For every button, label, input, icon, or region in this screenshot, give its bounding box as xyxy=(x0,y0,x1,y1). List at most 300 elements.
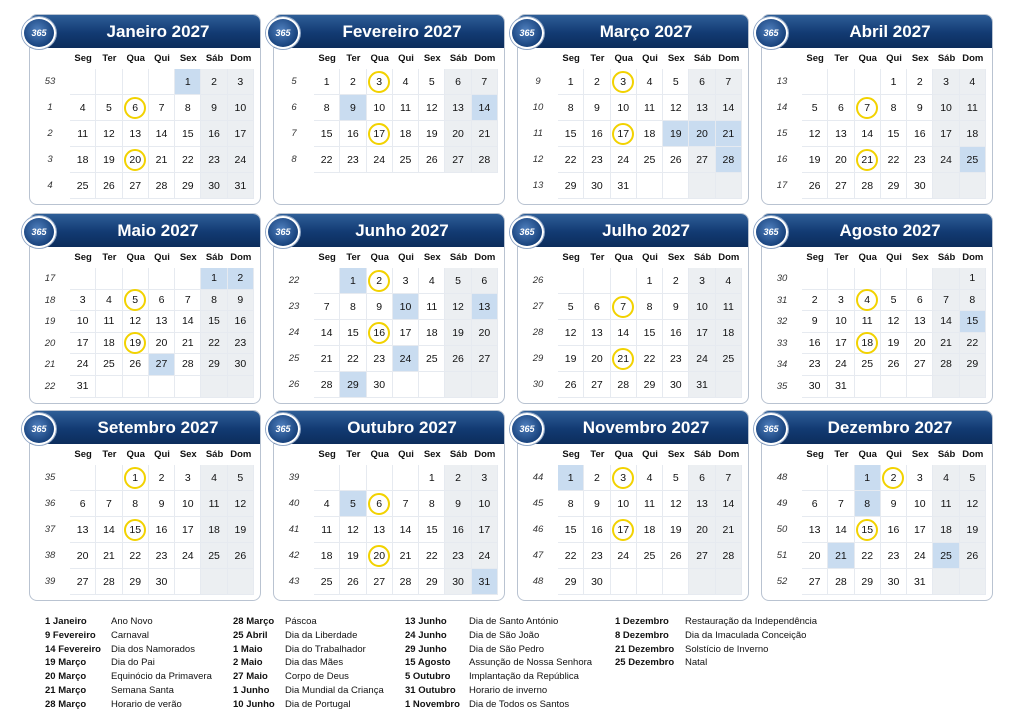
day-cell[interactable]: 21 xyxy=(472,121,498,147)
day-cell[interactable]: 29 xyxy=(637,372,663,398)
day-cell[interactable]: 30 xyxy=(802,376,828,398)
day-cell[interactable]: 26 xyxy=(802,173,828,199)
day-cell[interactable]: 1 xyxy=(201,268,227,290)
day-cell[interactable]: 4 xyxy=(960,69,986,95)
day-cell[interactable]: 6 xyxy=(828,95,854,121)
day-cell[interactable]: 4 xyxy=(716,268,742,294)
day-cell[interactable]: 1 xyxy=(558,69,584,95)
day-cell[interactable]: 2 xyxy=(201,69,227,95)
day-cell[interactable]: 21 xyxy=(933,333,959,355)
day-cell[interactable]: 15 xyxy=(637,320,663,346)
day-cell[interactable]: 17 xyxy=(689,320,715,346)
day-cell[interactable]: 19 xyxy=(123,333,149,355)
day-cell[interactable]: 13 xyxy=(802,517,828,543)
day-cell[interactable]: 30 xyxy=(907,173,933,199)
day-cell[interactable]: 27 xyxy=(367,569,393,595)
day-cell[interactable]: 17 xyxy=(70,333,96,355)
day-cell[interactable]: 19 xyxy=(802,147,828,173)
day-cell[interactable]: 8 xyxy=(881,95,907,121)
day-cell[interactable]: 24 xyxy=(472,543,498,569)
day-cell[interactable]: 1 xyxy=(123,465,149,491)
day-cell[interactable]: 29 xyxy=(340,372,366,398)
day-cell[interactable]: 16 xyxy=(881,517,907,543)
day-cell[interactable]: 18 xyxy=(201,517,227,543)
day-cell[interactable]: 27 xyxy=(149,354,175,376)
day-cell[interactable]: 5 xyxy=(802,95,828,121)
day-cell[interactable]: 10 xyxy=(228,95,254,121)
day-cell[interactable]: 6 xyxy=(70,491,96,517)
day-cell[interactable]: 5 xyxy=(123,290,149,312)
day-cell[interactable]: 2 xyxy=(584,465,610,491)
day-cell[interactable]: 11 xyxy=(314,517,340,543)
day-cell[interactable]: 12 xyxy=(663,491,689,517)
day-cell[interactable]: 31 xyxy=(611,173,637,199)
day-cell[interactable]: 15 xyxy=(881,121,907,147)
day-cell[interactable]: 21 xyxy=(96,543,122,569)
day-cell[interactable]: 6 xyxy=(802,491,828,517)
day-cell[interactable]: 31 xyxy=(70,376,96,398)
day-cell[interactable]: 29 xyxy=(881,173,907,199)
day-cell[interactable]: 21 xyxy=(716,121,742,147)
day-cell[interactable]: 4 xyxy=(393,69,419,95)
day-cell[interactable]: 13 xyxy=(472,294,498,320)
day-cell[interactable]: 2 xyxy=(367,268,393,294)
day-cell[interactable]: 31 xyxy=(907,569,933,595)
day-cell[interactable]: 15 xyxy=(314,121,340,147)
day-cell[interactable]: 5 xyxy=(445,268,471,294)
day-cell[interactable]: 18 xyxy=(419,320,445,346)
day-cell[interactable]: 8 xyxy=(123,491,149,517)
day-cell[interactable]: 25 xyxy=(716,346,742,372)
day-cell[interactable]: 3 xyxy=(472,465,498,491)
day-cell[interactable]: 12 xyxy=(881,311,907,333)
day-cell[interactable]: 21 xyxy=(611,346,637,372)
day-cell[interactable]: 29 xyxy=(558,569,584,595)
day-cell[interactable]: 3 xyxy=(175,465,201,491)
day-cell[interactable]: 13 xyxy=(149,311,175,333)
day-cell[interactable]: 18 xyxy=(393,121,419,147)
day-cell[interactable]: 11 xyxy=(855,311,881,333)
day-cell[interactable]: 18 xyxy=(716,320,742,346)
day-cell[interactable]: 13 xyxy=(907,311,933,333)
day-cell[interactable]: 25 xyxy=(419,346,445,372)
day-cell[interactable]: 4 xyxy=(637,69,663,95)
day-cell[interactable]: 26 xyxy=(96,173,122,199)
day-cell[interactable]: 18 xyxy=(933,517,959,543)
day-cell[interactable]: 10 xyxy=(611,95,637,121)
day-cell[interactable]: 10 xyxy=(907,491,933,517)
day-cell[interactable]: 20 xyxy=(472,320,498,346)
day-cell[interactable]: 2 xyxy=(228,268,254,290)
day-cell[interactable]: 26 xyxy=(663,543,689,569)
day-cell[interactable]: 4 xyxy=(201,465,227,491)
day-cell[interactable]: 16 xyxy=(663,320,689,346)
day-cell[interactable]: 25 xyxy=(933,543,959,569)
day-cell[interactable]: 26 xyxy=(663,147,689,173)
day-cell[interactable]: 1 xyxy=(558,465,584,491)
day-cell[interactable]: 14 xyxy=(611,320,637,346)
day-cell[interactable]: 23 xyxy=(228,333,254,355)
day-cell[interactable]: 24 xyxy=(228,147,254,173)
day-cell[interactable]: 7 xyxy=(855,95,881,121)
day-cell[interactable]: 20 xyxy=(584,346,610,372)
day-cell[interactable]: 14 xyxy=(149,121,175,147)
day-cell[interactable]: 28 xyxy=(149,173,175,199)
day-cell[interactable]: 28 xyxy=(472,147,498,173)
day-cell[interactable]: 1 xyxy=(314,69,340,95)
day-cell[interactable]: 10 xyxy=(70,311,96,333)
day-cell[interactable]: 19 xyxy=(419,121,445,147)
day-cell[interactable]: 28 xyxy=(855,173,881,199)
day-cell[interactable]: 3 xyxy=(933,69,959,95)
day-cell[interactable]: 6 xyxy=(123,95,149,121)
day-cell[interactable]: 21 xyxy=(716,517,742,543)
day-cell[interactable]: 18 xyxy=(96,333,122,355)
day-cell[interactable]: 28 xyxy=(716,147,742,173)
day-cell[interactable]: 22 xyxy=(123,543,149,569)
day-cell[interactable]: 12 xyxy=(96,121,122,147)
day-cell[interactable]: 13 xyxy=(828,121,854,147)
day-cell[interactable]: 23 xyxy=(584,147,610,173)
day-cell[interactable]: 3 xyxy=(367,69,393,95)
day-cell[interactable]: 20 xyxy=(70,543,96,569)
day-cell[interactable]: 3 xyxy=(393,268,419,294)
day-cell[interactable]: 19 xyxy=(558,346,584,372)
day-cell[interactable]: 8 xyxy=(175,95,201,121)
day-cell[interactable]: 28 xyxy=(314,372,340,398)
day-cell[interactable]: 18 xyxy=(637,121,663,147)
day-cell[interactable]: 17 xyxy=(472,517,498,543)
day-cell[interactable]: 2 xyxy=(340,69,366,95)
day-cell[interactable]: 5 xyxy=(340,491,366,517)
day-cell[interactable]: 2 xyxy=(584,69,610,95)
day-cell[interactable]: 20 xyxy=(123,147,149,173)
day-cell[interactable]: 4 xyxy=(70,95,96,121)
day-cell[interactable]: 24 xyxy=(828,354,854,376)
day-cell[interactable]: 8 xyxy=(558,95,584,121)
day-cell[interactable]: 13 xyxy=(70,517,96,543)
day-cell[interactable]: 30 xyxy=(201,173,227,199)
day-cell[interactable]: 5 xyxy=(881,290,907,312)
day-cell[interactable]: 28 xyxy=(393,569,419,595)
day-cell[interactable]: 18 xyxy=(960,121,986,147)
day-cell[interactable]: 19 xyxy=(96,147,122,173)
day-cell[interactable]: 27 xyxy=(828,173,854,199)
day-cell[interactable]: 13 xyxy=(445,95,471,121)
day-cell[interactable]: 16 xyxy=(367,320,393,346)
day-cell[interactable]: 14 xyxy=(175,311,201,333)
day-cell[interactable]: 3 xyxy=(907,465,933,491)
day-cell[interactable]: 10 xyxy=(393,294,419,320)
day-cell[interactable]: 1 xyxy=(881,69,907,95)
day-cell[interactable]: 4 xyxy=(637,465,663,491)
day-cell[interactable]: 15 xyxy=(558,121,584,147)
day-cell[interactable]: 7 xyxy=(716,465,742,491)
day-cell[interactable]: 16 xyxy=(584,121,610,147)
day-cell[interactable]: 23 xyxy=(584,543,610,569)
day-cell[interactable]: 14 xyxy=(855,121,881,147)
day-cell[interactable]: 29 xyxy=(960,354,986,376)
day-cell[interactable]: 21 xyxy=(828,543,854,569)
day-cell[interactable]: 15 xyxy=(419,517,445,543)
day-cell[interactable]: 15 xyxy=(340,320,366,346)
day-cell[interactable]: 26 xyxy=(228,543,254,569)
day-cell[interactable]: 11 xyxy=(393,95,419,121)
day-cell[interactable]: 8 xyxy=(419,491,445,517)
day-cell[interactable]: 29 xyxy=(123,569,149,595)
day-cell[interactable]: 6 xyxy=(472,268,498,294)
day-cell[interactable]: 12 xyxy=(558,320,584,346)
day-cell[interactable]: 1 xyxy=(419,465,445,491)
day-cell[interactable]: 4 xyxy=(933,465,959,491)
day-cell[interactable]: 4 xyxy=(855,290,881,312)
day-cell[interactable]: 15 xyxy=(855,517,881,543)
day-cell[interactable]: 16 xyxy=(584,517,610,543)
day-cell[interactable]: 16 xyxy=(149,517,175,543)
day-cell[interactable]: 22 xyxy=(314,147,340,173)
day-cell[interactable]: 22 xyxy=(558,147,584,173)
day-cell[interactable]: 24 xyxy=(70,354,96,376)
day-cell[interactable]: 28 xyxy=(933,354,959,376)
day-cell[interactable]: 10 xyxy=(689,294,715,320)
day-cell[interactable]: 19 xyxy=(663,121,689,147)
day-cell[interactable]: 14 xyxy=(716,95,742,121)
day-cell[interactable]: 17 xyxy=(907,517,933,543)
day-cell[interactable]: 23 xyxy=(201,147,227,173)
day-cell[interactable]: 10 xyxy=(933,95,959,121)
day-cell[interactable]: 20 xyxy=(802,543,828,569)
day-cell[interactable]: 17 xyxy=(367,121,393,147)
day-cell[interactable]: 21 xyxy=(149,147,175,173)
day-cell[interactable]: 23 xyxy=(149,543,175,569)
day-cell[interactable]: 10 xyxy=(611,491,637,517)
day-cell[interactable]: 26 xyxy=(558,372,584,398)
day-cell[interactable]: 25 xyxy=(314,569,340,595)
day-cell[interactable]: 5 xyxy=(228,465,254,491)
day-cell[interactable]: 31 xyxy=(828,376,854,398)
day-cell[interactable]: 12 xyxy=(228,491,254,517)
day-cell[interactable]: 11 xyxy=(70,121,96,147)
day-cell[interactable]: 9 xyxy=(663,294,689,320)
day-cell[interactable]: 21 xyxy=(314,346,340,372)
day-cell[interactable]: 24 xyxy=(689,346,715,372)
day-cell[interactable]: 30 xyxy=(228,354,254,376)
day-cell[interactable]: 12 xyxy=(663,95,689,121)
day-cell[interactable]: 25 xyxy=(960,147,986,173)
day-cell[interactable]: 22 xyxy=(175,147,201,173)
day-cell[interactable]: 7 xyxy=(933,290,959,312)
day-cell[interactable]: 12 xyxy=(340,517,366,543)
day-cell[interactable]: 20 xyxy=(367,543,393,569)
day-cell[interactable]: 22 xyxy=(637,346,663,372)
day-cell[interactable]: 27 xyxy=(445,147,471,173)
day-cell[interactable]: 1 xyxy=(637,268,663,294)
day-cell[interactable]: 3 xyxy=(828,290,854,312)
day-cell[interactable]: 2 xyxy=(881,465,907,491)
day-cell[interactable]: 25 xyxy=(637,147,663,173)
day-cell[interactable]: 16 xyxy=(340,121,366,147)
day-cell[interactable]: 20 xyxy=(689,517,715,543)
day-cell[interactable]: 16 xyxy=(907,121,933,147)
day-cell[interactable]: 3 xyxy=(611,69,637,95)
day-cell[interactable]: 6 xyxy=(584,294,610,320)
day-cell[interactable]: 3 xyxy=(228,69,254,95)
day-cell[interactable]: 31 xyxy=(472,569,498,595)
day-cell[interactable]: 20 xyxy=(445,121,471,147)
day-cell[interactable]: 7 xyxy=(611,294,637,320)
day-cell[interactable]: 12 xyxy=(802,121,828,147)
day-cell[interactable]: 25 xyxy=(70,173,96,199)
day-cell[interactable]: 3 xyxy=(70,290,96,312)
day-cell[interactable]: 7 xyxy=(828,491,854,517)
day-cell[interactable]: 24 xyxy=(393,346,419,372)
day-cell[interactable]: 30 xyxy=(881,569,907,595)
day-cell[interactable]: 8 xyxy=(201,290,227,312)
day-cell[interactable]: 5 xyxy=(960,465,986,491)
day-cell[interactable]: 25 xyxy=(96,354,122,376)
day-cell[interactable]: 5 xyxy=(663,465,689,491)
day-cell[interactable]: 17 xyxy=(933,121,959,147)
day-cell[interactable]: 23 xyxy=(340,147,366,173)
day-cell[interactable]: 11 xyxy=(716,294,742,320)
day-cell[interactable]: 22 xyxy=(855,543,881,569)
day-cell[interactable]: 13 xyxy=(584,320,610,346)
day-cell[interactable]: 2 xyxy=(445,465,471,491)
day-cell[interactable]: 8 xyxy=(855,491,881,517)
day-cell[interactable]: 11 xyxy=(637,491,663,517)
day-cell[interactable]: 16 xyxy=(445,517,471,543)
day-cell[interactable]: 29 xyxy=(558,173,584,199)
day-cell[interactable]: 12 xyxy=(960,491,986,517)
day-cell[interactable]: 27 xyxy=(907,354,933,376)
day-cell[interactable]: 17 xyxy=(393,320,419,346)
day-cell[interactable]: 11 xyxy=(637,95,663,121)
day-cell[interactable]: 1 xyxy=(175,69,201,95)
day-cell[interactable]: 21 xyxy=(393,543,419,569)
day-cell[interactable]: 9 xyxy=(881,491,907,517)
day-cell[interactable]: 26 xyxy=(123,354,149,376)
day-cell[interactable]: 13 xyxy=(689,95,715,121)
day-cell[interactable]: 28 xyxy=(175,354,201,376)
day-cell[interactable]: 23 xyxy=(802,354,828,376)
day-cell[interactable]: 11 xyxy=(419,294,445,320)
day-cell[interactable]: 9 xyxy=(340,95,366,121)
day-cell[interactable]: 10 xyxy=(828,311,854,333)
day-cell[interactable]: 11 xyxy=(960,95,986,121)
day-cell[interactable]: 27 xyxy=(689,147,715,173)
day-cell[interactable]: 2 xyxy=(907,69,933,95)
day-cell[interactable]: 24 xyxy=(611,543,637,569)
day-cell[interactable]: 5 xyxy=(96,95,122,121)
day-cell[interactable]: 30 xyxy=(584,569,610,595)
day-cell[interactable]: 19 xyxy=(663,517,689,543)
day-cell[interactable]: 5 xyxy=(419,69,445,95)
day-cell[interactable]: 2 xyxy=(149,465,175,491)
day-cell[interactable]: 31 xyxy=(689,372,715,398)
day-cell[interactable]: 19 xyxy=(228,517,254,543)
day-cell[interactable]: 7 xyxy=(149,95,175,121)
day-cell[interactable]: 13 xyxy=(123,121,149,147)
day-cell[interactable]: 18 xyxy=(855,333,881,355)
day-cell[interactable]: 22 xyxy=(419,543,445,569)
day-cell[interactable]: 14 xyxy=(314,320,340,346)
day-cell[interactable]: 9 xyxy=(228,290,254,312)
day-cell[interactable]: 21 xyxy=(175,333,201,355)
day-cell[interactable]: 17 xyxy=(611,517,637,543)
day-cell[interactable]: 23 xyxy=(367,346,393,372)
day-cell[interactable]: 26 xyxy=(881,354,907,376)
day-cell[interactable]: 8 xyxy=(558,491,584,517)
day-cell[interactable]: 9 xyxy=(907,95,933,121)
day-cell[interactable]: 23 xyxy=(445,543,471,569)
day-cell[interactable]: 6 xyxy=(907,290,933,312)
day-cell[interactable]: 20 xyxy=(689,121,715,147)
day-cell[interactable]: 14 xyxy=(472,95,498,121)
day-cell[interactable]: 1 xyxy=(855,465,881,491)
day-cell[interactable]: 15 xyxy=(201,311,227,333)
day-cell[interactable]: 7 xyxy=(393,491,419,517)
day-cell[interactable]: 10 xyxy=(472,491,498,517)
day-cell[interactable]: 16 xyxy=(201,121,227,147)
day-cell[interactable]: 1 xyxy=(960,268,986,290)
day-cell[interactable]: 10 xyxy=(175,491,201,517)
day-cell[interactable]: 17 xyxy=(611,121,637,147)
day-cell[interactable]: 23 xyxy=(881,543,907,569)
day-cell[interactable]: 8 xyxy=(340,294,366,320)
day-cell[interactable]: 17 xyxy=(828,333,854,355)
day-cell[interactable]: 9 xyxy=(802,311,828,333)
day-cell[interactable]: 26 xyxy=(419,147,445,173)
day-cell[interactable]: 5 xyxy=(558,294,584,320)
day-cell[interactable]: 8 xyxy=(960,290,986,312)
day-cell[interactable]: 20 xyxy=(149,333,175,355)
day-cell[interactable]: 15 xyxy=(960,311,986,333)
day-cell[interactable]: 18 xyxy=(637,517,663,543)
day-cell[interactable]: 15 xyxy=(175,121,201,147)
day-cell[interactable]: 28 xyxy=(611,372,637,398)
day-cell[interactable]: 23 xyxy=(907,147,933,173)
day-cell[interactable]: 3 xyxy=(689,268,715,294)
day-cell[interactable]: 22 xyxy=(201,333,227,355)
day-cell[interactable]: 29 xyxy=(175,173,201,199)
day-cell[interactable]: 7 xyxy=(96,491,122,517)
day-cell[interactable]: 11 xyxy=(201,491,227,517)
day-cell[interactable]: 21 xyxy=(855,147,881,173)
day-cell[interactable]: 8 xyxy=(637,294,663,320)
day-cell[interactable]: 29 xyxy=(201,354,227,376)
day-cell[interactable]: 25 xyxy=(637,543,663,569)
day-cell[interactable]: 19 xyxy=(881,333,907,355)
day-cell[interactable]: 3 xyxy=(611,465,637,491)
day-cell[interactable]: 29 xyxy=(855,569,881,595)
day-cell[interactable]: 30 xyxy=(584,173,610,199)
day-cell[interactable]: 12 xyxy=(445,294,471,320)
day-cell[interactable]: 13 xyxy=(367,517,393,543)
day-cell[interactable]: 7 xyxy=(175,290,201,312)
day-cell[interactable]: 4 xyxy=(419,268,445,294)
day-cell[interactable]: 9 xyxy=(445,491,471,517)
day-cell[interactable]: 12 xyxy=(419,95,445,121)
day-cell[interactable]: 23 xyxy=(663,346,689,372)
day-cell[interactable]: 9 xyxy=(584,95,610,121)
day-cell[interactable]: 30 xyxy=(149,569,175,595)
day-cell[interactable]: 9 xyxy=(584,491,610,517)
day-cell[interactable]: 30 xyxy=(663,372,689,398)
day-cell[interactable]: 27 xyxy=(689,543,715,569)
day-cell[interactable]: 14 xyxy=(933,311,959,333)
day-cell[interactable]: 28 xyxy=(828,569,854,595)
day-cell[interactable]: 29 xyxy=(419,569,445,595)
